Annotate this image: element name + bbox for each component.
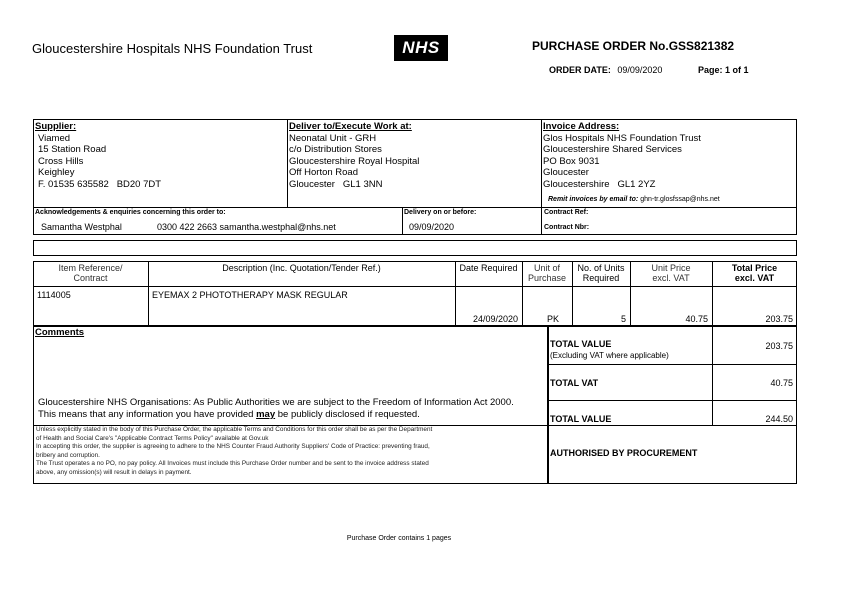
invoice-line: Gloucestershire GL1 2YZ — [543, 178, 656, 190]
grand-total-amount: 244.50 — [765, 414, 793, 424]
nhs-logo: NHS — [394, 35, 448, 61]
remit-label: Remit invoices by email to: — [548, 196, 639, 203]
terms-line: The Trust operates a no PO, no pay policy. All Invoices must include this Purchase Order number and be sent to the invoice address stated — [36, 460, 429, 467]
foi-statement — [38, 397, 546, 420]
header-unit-price: Unit Price excl. VAT — [651, 263, 691, 283]
foi-line-2-end: be publicly disclosed if requested. — [275, 408, 420, 420]
supplier-address-line: Cross Hills — [38, 155, 84, 167]
row-unit: PK — [546, 314, 559, 324]
supplier-phone-postcode: F. 01535 635582 BD20 7DT — [38, 178, 162, 190]
deliver-line: Gloucestershire Royal Hospital — [289, 155, 420, 167]
header-description: Description (Inc. Quotation/Tender Ref.) — [222, 263, 381, 273]
delivery-date: 09/09/2020 — [409, 222, 455, 232]
terms-text — [36, 426, 546, 477]
delivery-label: Delivery on or before: — [404, 209, 477, 216]
blank-strip — [33, 240, 797, 256]
deliver-line: Gloucester GL1 3NN — [289, 178, 383, 190]
order-date-label: ORDER DATE: — [549, 65, 611, 75]
row-unit-price: 40.75 — [685, 314, 708, 324]
total-value-amount: 203.75 — [765, 341, 793, 351]
invoice-line: Glos Hospitals NHS Foundation Trust — [543, 132, 701, 144]
row-description: EYEMAX 2 PHOTOTHERAPY MASK REGULAR — [152, 290, 348, 300]
invoice-line: Gloucester — [543, 167, 589, 178]
deliver-line: Off Horton Road — [289, 167, 359, 178]
foi-line-2 — [38, 409, 546, 421]
invoice-line: Gloucestershire Shared Services — [543, 144, 682, 155]
footer-page-count: Purchase Order contains 1 pages — [346, 535, 452, 542]
contact-phone-email: 0300 422 2663 samantha.westphal@nhs.net — [157, 222, 336, 232]
supplier-address-line: 15 Station Road — [38, 144, 107, 155]
po-title-label: PURCHASE ORDER No. — [532, 39, 669, 53]
contract-nbr-label: Contract Nbr: — [544, 224, 590, 231]
contract-ref-label: Contract Ref: — [544, 209, 589, 216]
terms-line: of Health and Social Care's "Applicable Contract Terms Policy" available at Gov.uk — [36, 434, 269, 442]
header-total-price: Total Price excl. VAT — [731, 263, 778, 283]
row-date-required: 24/09/2020 — [472, 314, 518, 324]
grand-total-label: TOTAL VALUE — [550, 414, 612, 424]
row-quantity: 5 — [620, 314, 626, 324]
po-title — [532, 39, 734, 53]
organisation-name: Gloucestershire Hospitals NHS Foundation Trust — [32, 41, 313, 56]
terms-line: bribery and corruption. — [36, 451, 100, 459]
deliver-line: c/o Distribution Stores — [289, 144, 382, 155]
deliver-section — [289, 121, 539, 190]
terms-line: Unless explicitly stated in the body of this Purchase Order, the applicable Terms and Conditions for this order shall be as per the Department — [36, 426, 433, 433]
total-vat-amount: 40.75 — [770, 378, 793, 388]
order-date — [549, 65, 662, 75]
row-item-ref: 1114005 — [37, 290, 71, 300]
authorised-by-procurement: AUTHORISED BY PROCUREMENT — [550, 448, 698, 458]
supplier-heading: Supplier: — [35, 121, 77, 132]
row-total-price: 203.75 — [765, 314, 793, 324]
comments-heading: Comments — [35, 327, 85, 338]
header-unit: Unit of Purchase — [527, 263, 567, 283]
supplier-name: Viamed — [38, 132, 71, 144]
total-value-label: TOTAL VALUE — [550, 339, 612, 349]
total-value-note: (Excluding VAT where applicable) — [550, 351, 669, 360]
po-number: GSS821382 — [668, 39, 735, 53]
supplier-address-line: Keighley — [38, 167, 75, 178]
total-vat-label: TOTAL VAT — [550, 378, 599, 388]
header-quantity: No. of Units Required — [577, 263, 625, 283]
deliver-heading: Deliver to/Execute Work at: — [289, 121, 412, 132]
supplier-section — [35, 121, 285, 190]
invoice-line: PO Box 9031 — [543, 155, 600, 167]
contact-name: Samantha Westphal — [41, 222, 122, 232]
foi-line-1: Gloucestershire NHS Organisations: As Public Authorities we are subject to the Freedom of Information Act 2000. — [38, 397, 514, 408]
deliver-line: Neonatal Unit - GRH — [289, 132, 377, 144]
ack-label: Acknowledgements & enquiries concerning this order to: — [35, 209, 226, 216]
header-item-ref: Item Reference/ Contract — [58, 263, 123, 283]
terms-line: In accepting this order, the supplier is agreeing to adhere to the NHS Counter Fraud Authority Suppliers' Code of Practice: preventing fraud, — [36, 443, 430, 450]
remit-invoices — [543, 194, 795, 206]
terms-line: above, any omission(s) will result in delays in payment. — [36, 468, 192, 476]
foi-line-2-start: This means that any information you have provided — [38, 408, 257, 420]
invoice-heading: Invoice Address: — [543, 121, 620, 132]
foi-may: may — [256, 408, 276, 420]
header-date-required: Date Required — [459, 263, 518, 273]
remit-email: ghn-tr.glosfssap@nhs.net — [640, 196, 720, 203]
page-indicator: Page: 1 of 1 — [698, 65, 749, 75]
invoice-section — [543, 121, 795, 206]
order-date-value: 09/09/2020 — [617, 65, 663, 75]
